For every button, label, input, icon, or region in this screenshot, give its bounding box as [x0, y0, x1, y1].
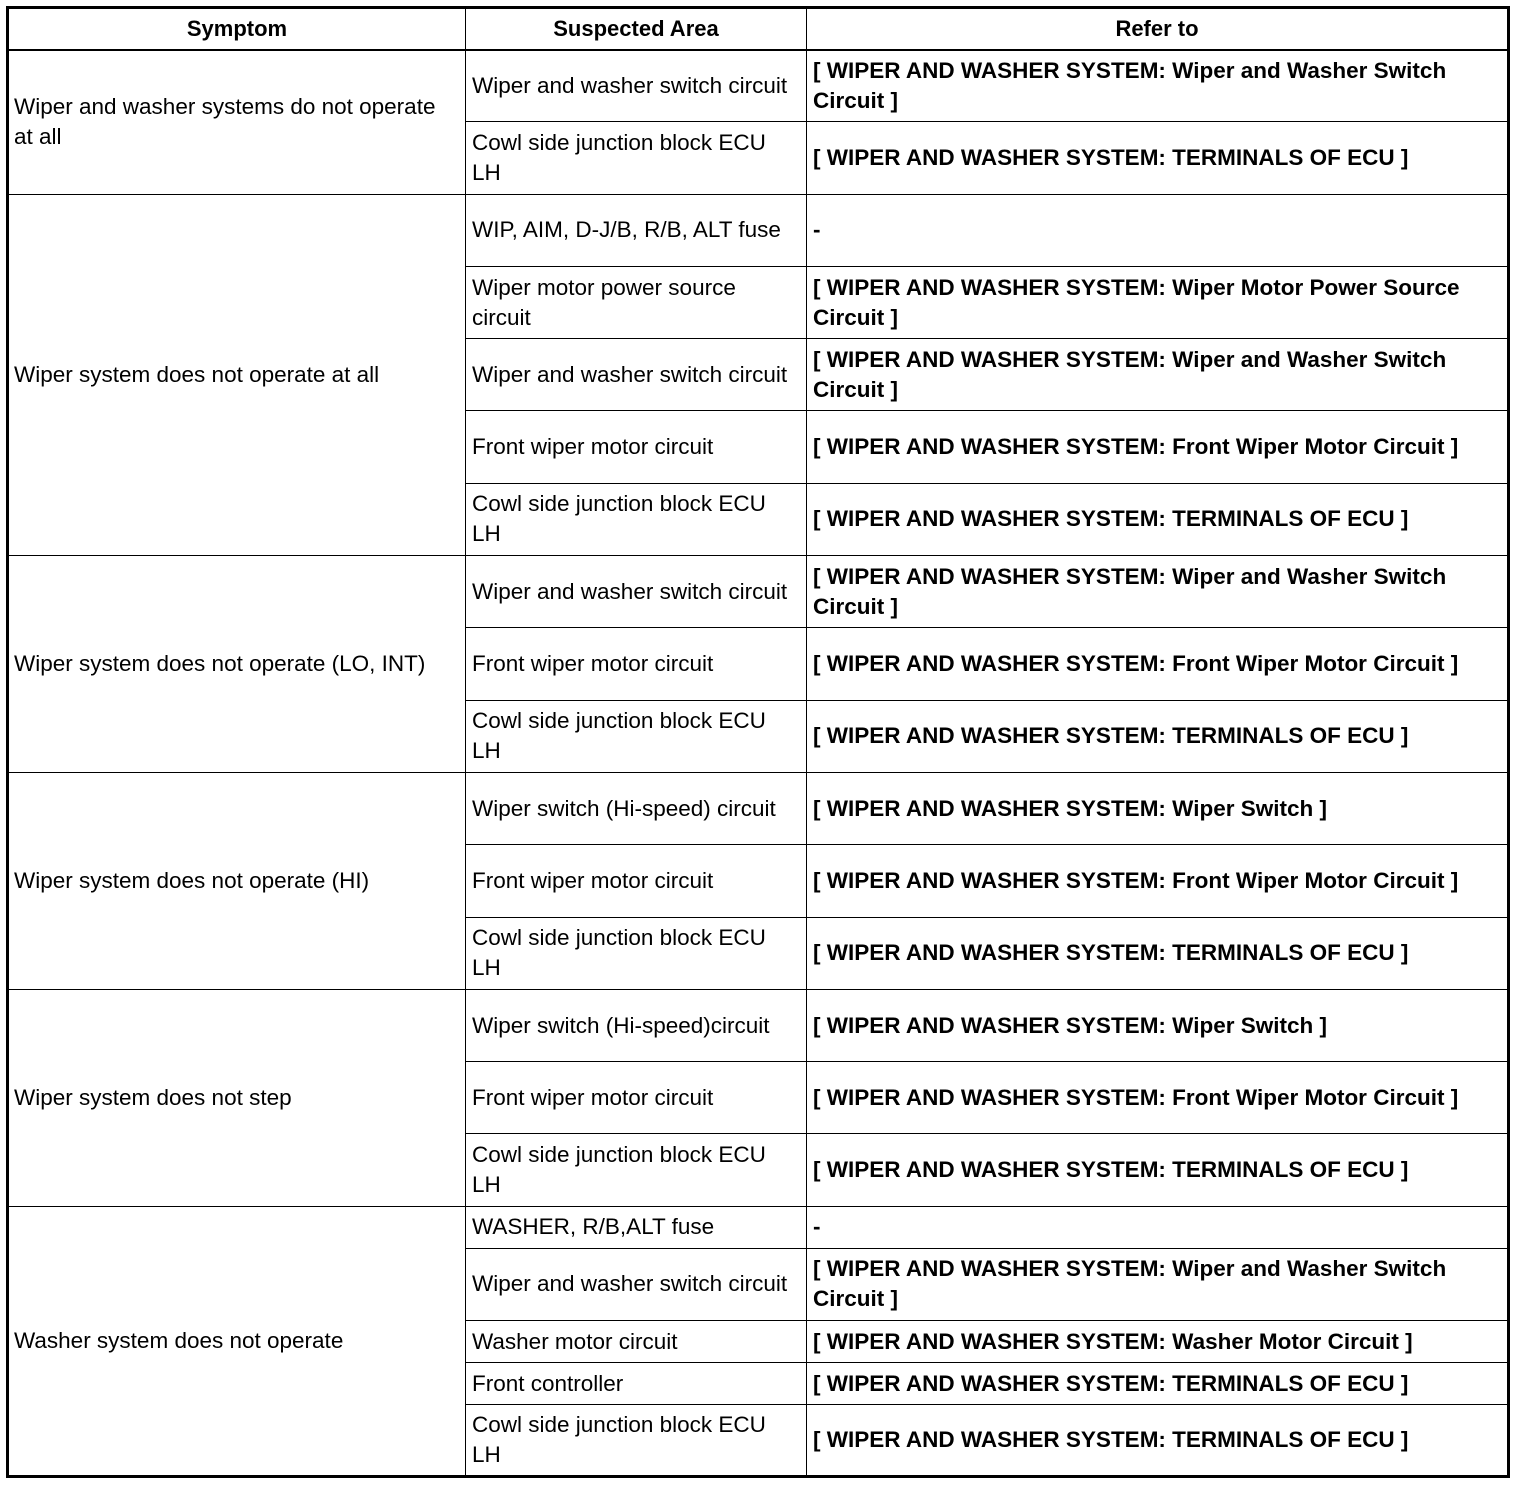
problem-symptoms-table — [6, 6, 1510, 1478]
suspected-area-cell: Front wiper motor circuit — [466, 845, 807, 917]
refer-to-cell: - — [807, 194, 1509, 266]
refer-to-cell: [ WIPER AND WASHER SYSTEM: TERMINALS OF ECU ] — [807, 1134, 1509, 1206]
refer-to-cell: [ WIPER AND WASHER SYSTEM: Front Wiper Motor Circuit ] — [807, 845, 1509, 917]
suspected-area-cell: Front wiper motor circuit — [466, 628, 807, 700]
suspected-area-cell: Wiper and washer switch circuit — [466, 1248, 807, 1320]
suspected-area-cell: Wiper switch (Hi-speed) circuit — [466, 772, 807, 844]
suspected-area-cell: Front wiper motor circuit — [466, 411, 807, 483]
table-row — [8, 1206, 1509, 1248]
header-row — [8, 8, 1509, 50]
suspected-area-cell: Cowl side junction block ECU LH — [466, 1134, 807, 1206]
table-row — [8, 556, 1509, 628]
header-suspected-area: Suspected Area — [466, 8, 807, 50]
suspected-area-cell: Front controller — [466, 1363, 807, 1405]
table-row — [8, 50, 1509, 122]
suspected-area-cell: Front wiper motor circuit — [466, 1062, 807, 1134]
suspected-area-cell: Cowl side junction block ECU LH — [466, 917, 807, 989]
table-row — [8, 772, 1509, 844]
refer-to-cell: - — [807, 1206, 1509, 1248]
refer-to-cell: [ WIPER AND WASHER SYSTEM: TERMINALS OF ECU ] — [807, 1405, 1509, 1477]
suspected-area-cell: Washer motor circuit — [466, 1321, 807, 1363]
symptom-cell: Wiper and washer systems do not operate at all — [8, 50, 466, 195]
suspected-area-cell: WIP, AIM, D-J/B, R/B, ALT fuse — [466, 194, 807, 266]
table-row — [8, 194, 1509, 266]
suspected-area-cell: Wiper and washer switch circuit — [466, 556, 807, 628]
suspected-area-cell: Cowl side junction block ECU LH — [466, 1405, 807, 1477]
suspected-area-cell: Wiper switch (Hi-speed)circuit — [466, 989, 807, 1061]
refer-to-cell: [ WIPER AND WASHER SYSTEM: Front Wiper Motor Circuit ] — [807, 411, 1509, 483]
refer-to-cell: [ WIPER AND WASHER SYSTEM: Wiper Switch ] — [807, 989, 1509, 1061]
refer-to-cell: [ WIPER AND WASHER SYSTEM: Front Wiper Motor Circuit ] — [807, 1062, 1509, 1134]
refer-to-cell: [ WIPER AND WASHER SYSTEM: TERMINALS OF ECU ] — [807, 122, 1509, 194]
suspected-area-cell: Wiper motor power source circuit — [466, 266, 807, 338]
refer-to-cell: [ WIPER AND WASHER SYSTEM: Washer Motor Circuit ] — [807, 1321, 1509, 1363]
symptom-cell: Wiper system does not operate at all — [8, 194, 466, 555]
symptom-cell: Washer system does not operate — [8, 1206, 466, 1477]
suspected-area-cell: Wiper and washer switch circuit — [466, 50, 807, 122]
refer-to-cell: [ WIPER AND WASHER SYSTEM: Front Wiper Motor Circuit ] — [807, 628, 1509, 700]
refer-to-cell: [ WIPER AND WASHER SYSTEM: Wiper and Washer Switch Circuit ] — [807, 50, 1509, 122]
symptom-cell: Wiper system does not operate (LO, INT) — [8, 556, 466, 773]
suspected-area-cell: Wiper and washer switch circuit — [466, 339, 807, 411]
refer-to-cell: [ WIPER AND WASHER SYSTEM: Wiper and Washer Switch Circuit ] — [807, 1248, 1509, 1320]
symptom-cell: Wiper system does not step — [8, 989, 466, 1206]
suspected-area-cell: Cowl side junction block ECU LH — [466, 483, 807, 555]
suspected-area-cell: WASHER, R/B,ALT fuse — [466, 1206, 807, 1248]
refer-to-cell: [ WIPER AND WASHER SYSTEM: Wiper and Washer Switch Circuit ] — [807, 556, 1509, 628]
symptom-cell: Wiper system does not operate (HI) — [8, 772, 466, 989]
refer-to-cell: [ WIPER AND WASHER SYSTEM: Wiper and Washer Switch Circuit ] — [807, 339, 1509, 411]
refer-to-cell: [ WIPER AND WASHER SYSTEM: TERMINALS OF ECU ] — [807, 483, 1509, 555]
refer-to-cell: [ WIPER AND WASHER SYSTEM: Wiper Switch ] — [807, 772, 1509, 844]
refer-to-cell: [ WIPER AND WASHER SYSTEM: TERMINALS OF ECU ] — [807, 917, 1509, 989]
refer-to-cell: [ WIPER AND WASHER SYSTEM: TERMINALS OF ECU ] — [807, 700, 1509, 772]
refer-to-cell: [ WIPER AND WASHER SYSTEM: TERMINALS OF ECU ] — [807, 1363, 1509, 1405]
refer-to-cell: [ WIPER AND WASHER SYSTEM: Wiper Motor Power Source Circuit ] — [807, 266, 1509, 338]
suspected-area-cell: Cowl side junction block ECU LH — [466, 700, 807, 772]
table-row — [8, 989, 1509, 1061]
header-symptom: Symptom — [8, 8, 466, 50]
header-refer-to: Refer to — [807, 8, 1509, 50]
suspected-area-cell: Cowl side junction block ECU LH — [466, 122, 807, 194]
